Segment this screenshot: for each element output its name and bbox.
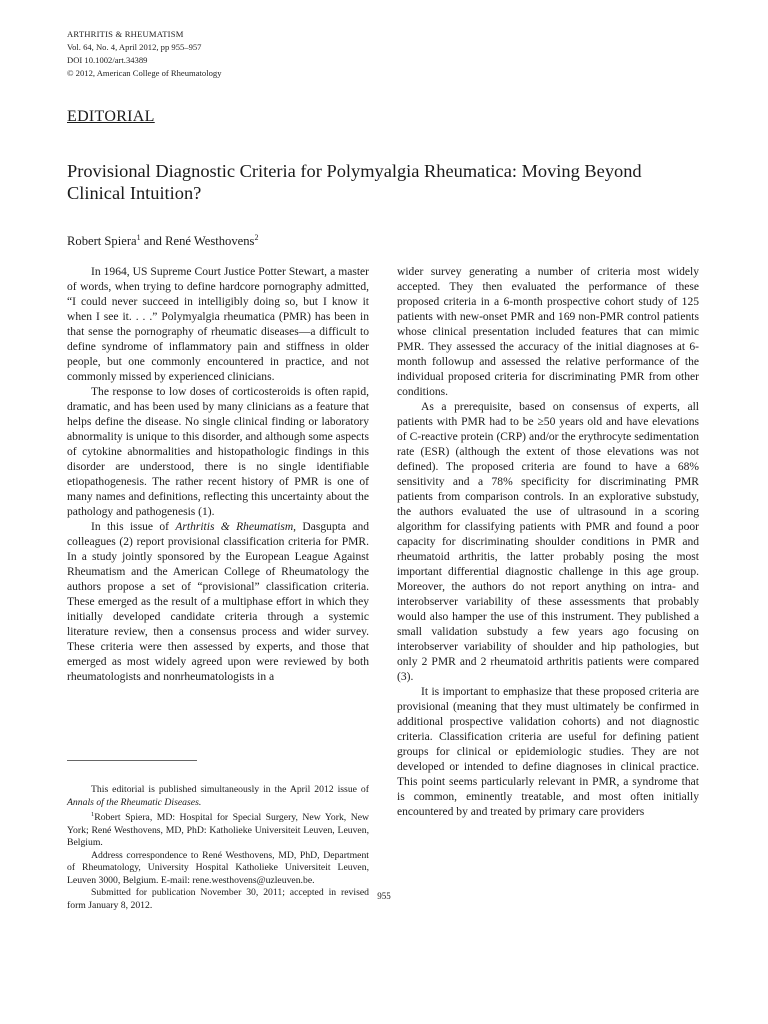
body-column-left — [67, 265, 369, 685]
copyright: © 2012, American College of Rheumatology — [67, 68, 222, 78]
footnote-text: This editorial is published simultaneously in the April 2012 issue of — [91, 784, 369, 795]
footnote — [67, 784, 369, 809]
author-name: Robert Spiera — [67, 234, 137, 248]
journal-reference: Annals of the Rheumatic Diseases. — [67, 796, 202, 808]
paragraph: The response to low doses of corticosteroids is often rapid, dramatic, and has been used by many clinicians as a feature that helps define the disease. No single clinical finding or laboratory abnormality is unique to this disorder, and although some aspects of cytokine abnormalities and histopathologic findings in this disorder are understood, there is no single identifiable etiopathogenesis. The rather recent history of PMR is one of many names and definitions, reflecting this uncertainty about the pathology and pathogenesis (1). — [67, 386, 369, 518]
journal-name: ARTHRITIS & RHEUMATISM — [67, 29, 184, 39]
paragraph: In 1964, US Supreme Court Justice Potter Stewart, a master of words, when trying to define hardcore pornography admitted, “I could never succeed in intelligibly doing so, but I know it when I see it. . . .” Polymyalgia rheumatica (PMR) has been in that sense the pornography of rheumatic diseases—a difficult to define syndrome of inflammatory pain and stiffness in older people, but one commonly encountered in practice, and not commonly missed by experienced clinicians. — [67, 266, 369, 383]
paragraph: wider survey generating a number of criteria most widely accepted. They then evaluated the performance of these proposed criteria in a 6-month prospective cohort study of 125 patients with new-onset PMR and 169 non-PMR control patients whose clinical presentation included features that can mimic PMR. They assessed the accuracy of the initial diagnoses at 6-month followup and assessed the relative performance of the individual proposed criteria for discriminating PMR from other conditions. — [397, 266, 699, 398]
footnote: Submitted for publication November 30, 2011; accepted in revised form January 8, 2012. — [67, 887, 369, 911]
author-line — [67, 233, 258, 249]
section-label: EDITORIAL — [67, 108, 155, 125]
author-connector: and — [140, 234, 166, 248]
footnote — [67, 809, 369, 850]
author-name: René Westhovens — [165, 234, 255, 248]
paragraph: It is important to emphasize that these proposed criteria are provisional (meaning that they must ultimately be confirmed in additional prospective validation cohorts) and not diagnostic criteria. Classification criteria are useful for defining patient groups for clinical or epidemiologic studies. They are not developed or intended to define diagnoses in clinical practice. This point seems particularly relevant in PMR, a syndrome that is common, eminently treatable, and most often initially encountered by and treated by primary care providers — [397, 686, 699, 818]
paragraph-text: In this issue of — [91, 521, 176, 533]
affiliation-mark: 2 — [254, 233, 259, 242]
paragraph: As a prerequisite, based on consensus of experts, all patients with PMR had to be ≥50 years old and have elevations of C-reactive protein (CRP) and/or the erythrocyte sedimentation rate (ESR) (although the extent of those elevations was not defined). The proposed criteria are found to have a 68% sensitivity and a 78% specificity for discriminating PMR patients from comparison controls. In an explorative substudy, the authors evaluated the use of ultrasound in a scoring algorithm for classifying patients with PMR and found a poor capacity for discriminating shoulder conditions in PMR and rheumatoid arthritis, the latter probably posing the most important differential diagnostic challenge in this age group. Moreover, the authors do not report anything on intra- and interobserver variability of these assessments that probably would also hamper the use of this instrument. They published a small validation substudy a few years ago focusing on interobserver variability of shoulder and hip pathologies, but only 2 PMR and 2 rheumatoid arthritis patients were compared (3). — [397, 401, 699, 683]
doi: DOI 10.1002/art.34389 — [67, 55, 148, 65]
journal-reference: Arthritis & Rheumatism — [175, 521, 294, 533]
paragraph — [67, 520, 369, 685]
journal-masthead — [67, 28, 222, 80]
affiliation-mark: 1 — [91, 811, 95, 818]
paragraph-text: , Dasgupta and colleagues (2) report provisional classification criteria for PMR. In a study jointly sponsored by the European League Against Rheumatism and the American College of Rheumatology the authors propose a set of “provisional” classification criteria. These emerged as the result of a multiphase effort in which they initially developed candidate criteria through a systemic literature review, then a consensus process and wider survey. These criteria were then assessed by experts, and those that emerged as most widely agreed upon were reviewed by both rheumatologists and nonrheumatologists in a — [67, 521, 369, 683]
affiliation-mark: 1 — [136, 233, 141, 242]
body-column-right — [397, 265, 699, 820]
volume-info: Vol. 64, No. 4, April 2012, pp 955–957 — [67, 42, 202, 52]
footnote-text: Robert Spiera, MD: Hospital for Special Surgery, New York, New York; René Westhovens, MD, PhD: Katholieke Universiteit Leuven, Leuven, Belgium. — [67, 812, 369, 848]
footnote: Address correspondence to René Westhovens, MD, PhD, Department of Rheumatology, University Hospital Katholieke Universiteit Leuven, Leuven 3000, Belgium. E-mail: rene.westhovens@uzleuven.be. — [67, 849, 369, 886]
footnote-divider — [67, 760, 197, 761]
page-number: 955 — [377, 891, 391, 901]
article-title: Provisional Diagnostic Criteria for Polymyalgia Rheumatica: Moving Beyond Clinical Intuition? — [67, 161, 642, 203]
